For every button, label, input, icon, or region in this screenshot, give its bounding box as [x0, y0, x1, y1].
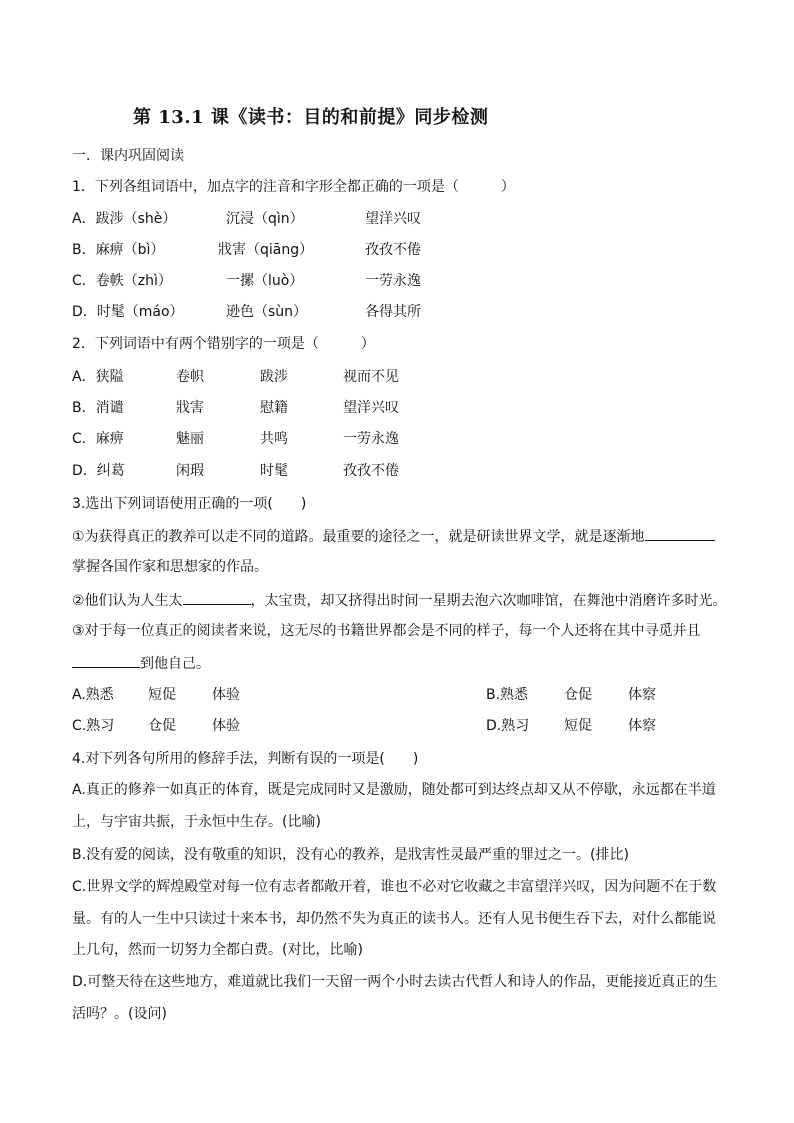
- question-3-sentence-2: [72, 590, 727, 611]
- sentence-text: ，太宝贵，却又挤得出时间一星期去泡六次咖啡馆，在舞池中消磨许多时光。: [250, 593, 727, 609]
- option-text: 闲瑕: [176, 463, 204, 479]
- option-text: 望洋兴叹: [365, 211, 421, 227]
- section-heading: 一．课内巩固阅读: [72, 148, 184, 164]
- option-a-word-1[interactable]: A.熟悉: [72, 687, 114, 703]
- question-4-option-a-line-1[interactable]: A.真正的修养一如真正的体育，既是完成同时又是激励，随处都可到达终点却又从不停歇，永远都在半道: [72, 782, 716, 798]
- option-b-word-1[interactable]: B.熟悉: [486, 687, 529, 703]
- fill-blank-2[interactable]: [183, 590, 251, 605]
- option-text: 戕害（qiāng）: [218, 242, 314, 258]
- option-text: C．卷帙（zhì）: [72, 273, 172, 289]
- page-title: 第 13.1 课《读书：目的和前提》同步检测: [133, 107, 489, 128]
- question-3-sentence-1-cont: 掌握各国作家和思想家的作品。: [72, 559, 268, 575]
- option-a-word-2: 短促: [148, 687, 176, 703]
- option-text: 跋涉: [260, 369, 288, 385]
- question-4-option-d-line-2[interactable]: 活吗？。(设问): [72, 1006, 167, 1022]
- option-text: B．消谴: [72, 400, 124, 416]
- question-1-stem: 1．下列各组词语中，加点字的注音和字形全都正确的一项是（ ）: [72, 179, 515, 195]
- question-3-sentence-3: ③对于每一位真正的阅读者来说，这无尽的书籍世界都会是不同的样子，每一个人还将在其中寻觅并且: [72, 623, 701, 639]
- option-c-word-1[interactable]: C.熟习: [72, 718, 115, 734]
- option-text: 逊色（sùn）: [226, 304, 308, 320]
- option-text: D．时髦（máo）: [72, 304, 184, 320]
- question-4-stem: 4.对下列各句所用的修辞手法，判断有误的一项是( ): [72, 751, 419, 767]
- question-3-sentence-1: [72, 526, 715, 547]
- question-4-option-b[interactable]: B.没有爱的阅读，没有敬重的知识，没有心的教养，是戕害性灵最严重的罪过之一。(排比): [72, 847, 629, 863]
- question-4-option-c-line-3[interactable]: 上几句，然而一切努力全都白费。(对比，比喻): [72, 942, 363, 958]
- sentence-text: ②他们认为人生太: [72, 593, 183, 609]
- option-text: 沉浸（qìn）: [226, 211, 304, 227]
- option-text: 共鸣: [260, 431, 288, 447]
- option-text: 各得其所: [365, 304, 421, 320]
- question-4-option-d-line-1[interactable]: D.可整天待在这些地方，难道就比我们一天留一两个小时去读古代哲人和诗人的作品，更能接近真正的生: [72, 974, 718, 990]
- option-text: 慰籍: [260, 400, 288, 416]
- option-b-word-3: 体察: [628, 687, 656, 703]
- option-d-word-2: 短促: [564, 718, 592, 734]
- option-text: A．狭隘: [72, 369, 124, 385]
- option-text: C．麻痹: [72, 431, 124, 447]
- option-c-word-2: 仓促: [148, 718, 176, 734]
- option-c-word-3: 体验: [212, 718, 240, 734]
- option-text: 望洋兴叹: [343, 400, 399, 416]
- option-text: 一劳永逸: [343, 431, 399, 447]
- option-text: D．纠葛: [72, 463, 125, 479]
- option-text: 戕害: [176, 400, 204, 416]
- option-text: 孜孜不倦: [343, 463, 399, 479]
- question-3-sentence-3-cont: [72, 653, 210, 674]
- question-2-stem: 2．下列词语中有两个错别字的一项是（ ）: [72, 336, 375, 352]
- option-text: 时髦: [260, 463, 288, 479]
- option-text: 卷帜: [176, 369, 204, 385]
- fill-blank-1[interactable]: [645, 526, 715, 541]
- option-b-word-2: 仓促: [564, 687, 592, 703]
- sentence-text: ①为获得真正的教养可以走不同的道路。最重要的途径之一，就是研读世界文学，就是逐渐地: [72, 529, 645, 545]
- option-text: A．跋涉（shè）: [72, 211, 177, 227]
- question-4-option-c-line-2[interactable]: 量。有的人一生中只读过十来本书，却仍然不失为真正的读书人。还有人见书便生吞下去，对什么都能说: [72, 911, 716, 927]
- option-d-word-3: 体察: [628, 718, 656, 734]
- fill-blank-3[interactable]: [72, 653, 140, 668]
- option-text: 孜孜不倦: [365, 242, 421, 258]
- question-4-option-c-line-1[interactable]: C.世界文学的辉煌殿堂对每一位有志者都敞开着，谁也不必对它收藏之丰富望洋兴叹，因为问题不在于数: [72, 879, 717, 895]
- option-text: B．麻痹（bì）: [72, 242, 165, 258]
- option-text: 魅丽: [176, 431, 204, 447]
- option-d-word-1[interactable]: D.熟习: [486, 718, 530, 734]
- question-4-option-a-line-2[interactable]: 上，与宇宙共振，于永恒中生存。(比喻): [72, 814, 321, 830]
- option-text: 一劳永逸: [365, 273, 421, 289]
- option-text: 一摞（luò）: [226, 273, 304, 289]
- option-text: 视而不见: [343, 369, 399, 385]
- question-3-stem: 3.选出下列词语使用正确的一项( ): [72, 496, 307, 512]
- option-a-word-3: 体验: [212, 687, 240, 703]
- sentence-text: 到他自己。: [140, 656, 210, 672]
